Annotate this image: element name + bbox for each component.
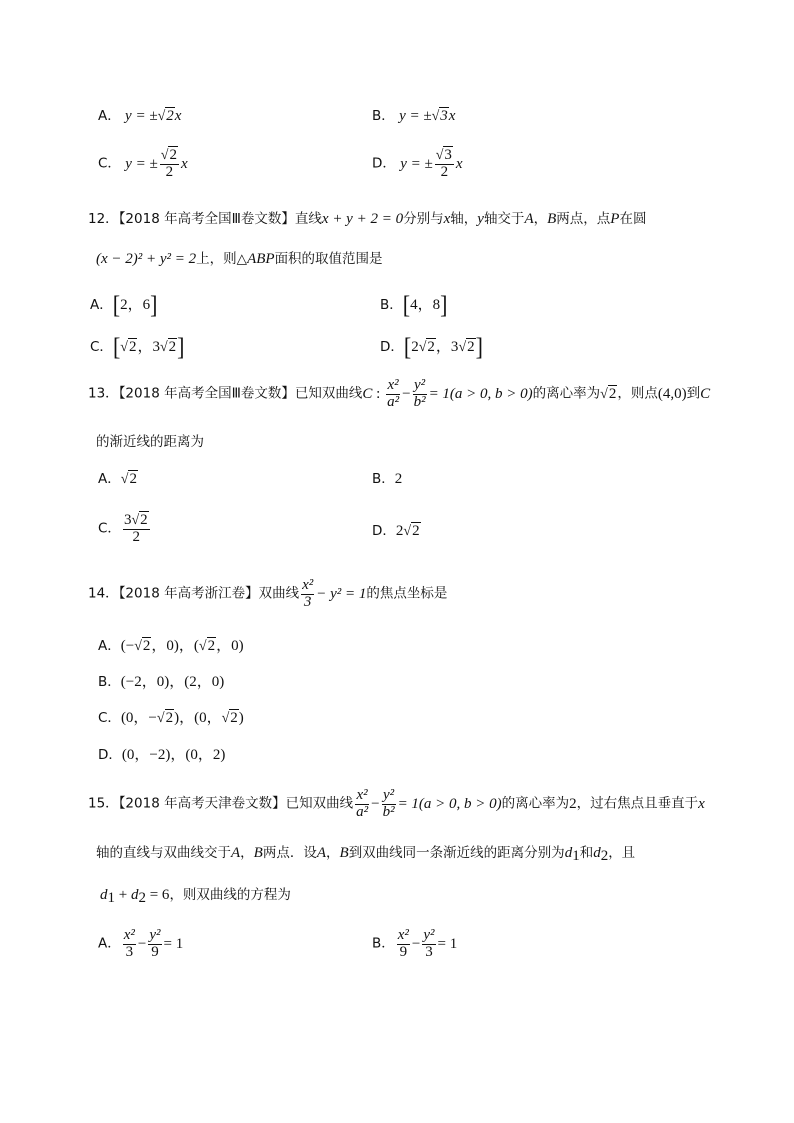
- q14-option-a: A．(−√2，0)，(√2，0): [98, 638, 244, 654]
- q12-option-c: C．[√2，3√2]: [90, 332, 185, 361]
- q12-stem-line1: 12．【2018 年高考全国Ⅲ卷文数】直线x + y + 2 = 0分别与x轴，y轴交于A，B两点，点P在圆: [88, 211, 647, 227]
- q15-stem-line3: $d_1 + d_2 = 6$，则双曲线的方程为: [100, 887, 291, 906]
- q11-option-c: C． y = ± $\frac{√2}{2}$ x: [98, 147, 188, 180]
- q12-option-a: A．[2，6]: [90, 290, 158, 319]
- q11-option-b: B． y = ±√3x: [372, 108, 456, 124]
- q15-stem-line1: 15．【2018 年高考天津卷文数】已知双曲线 $\frac{\text{x²}}{\text{a²}}$ − $\frac{\text{y²}}{\text{b²}}$ = 1(a > 0, b > 0)的离心率为2，过右焦点且垂直于x: [88, 787, 705, 820]
- q13-option-c: C． $\frac{3√2}{2}$: [98, 512, 148, 545]
- q14-option-d: D．(0，−2)，(0，2): [98, 747, 226, 763]
- q15-source: 【2018 年高考天津卷文数】: [118, 795, 286, 812]
- q13-stem-line1: 13．【2018 年高考全国Ⅲ卷文数】已知双曲线C : $\frac{\text{x²}}{\text{a²}}$ − $\frac{\text{y²}}{\text{b²}}$ = 1(a > 0, b > 0)的离心率为√2，则点(4,0)到C: [88, 377, 711, 410]
- q15-option-a: A． $\frac{\text{x²}}{3}$ − $\frac{\text{y²}}{9}$ = 1: [98, 927, 184, 960]
- q12-stem-line2: (x − 2)² + y² = 2上，则△ABP面积的取值范围是: [96, 251, 383, 267]
- q12-option-d: D．[2√2，3√2]: [380, 332, 483, 361]
- q11-option-c-fraction: $\frac{√2}{2}$: [160, 147, 177, 180]
- q11-option-a-formula: y = ±√2x: [125, 108, 182, 124]
- q13-option-d: D．2√2: [372, 523, 420, 539]
- q13-option-b: B．2: [372, 471, 403, 487]
- q15-option-b: B． $\frac{\text{x²}}{9}$ − $\frac{\text{y²}}{3}$ = 1: [372, 927, 458, 960]
- q12-option-b: B．[4，8]: [380, 290, 448, 319]
- q13-source: 【2018 年高考全国Ⅲ卷文数】: [118, 385, 295, 402]
- q14-source: 【2018 年高考浙江卷】: [118, 585, 259, 602]
- q14-option-b: B．(−2，0)，(2，0): [98, 674, 225, 690]
- q11-option-a: A． y = ±√2x: [98, 108, 182, 124]
- q15-stem-line2: 轴的直线与双曲线交于A，B两点．设A，B到双曲线同一条渐近线的距离分别为$d_1$和$d_2$，且: [96, 845, 636, 864]
- q12-source: 【2018 年高考全国Ⅲ卷文数】: [118, 211, 295, 227]
- q14-option-c: C．(0，−√2)，(0，√2): [98, 710, 244, 726]
- q11-option-d-fraction: $\frac{√3}{2}$: [435, 147, 452, 180]
- q11-option-d: D． y = ± $\frac{√3}{2}$ x: [372, 147, 463, 180]
- q13-stem-line2: 的渐近线的距离为: [96, 434, 204, 450]
- q14-stem: 14．【2018 年高考浙江卷】双曲线 $\frac{\text{x²}}{3}$ − y² = 1的焦点坐标是: [88, 577, 448, 610]
- q11-option-b-formula: y = ±√3x: [399, 108, 456, 124]
- q13-option-a: A．√2: [98, 471, 137, 487]
